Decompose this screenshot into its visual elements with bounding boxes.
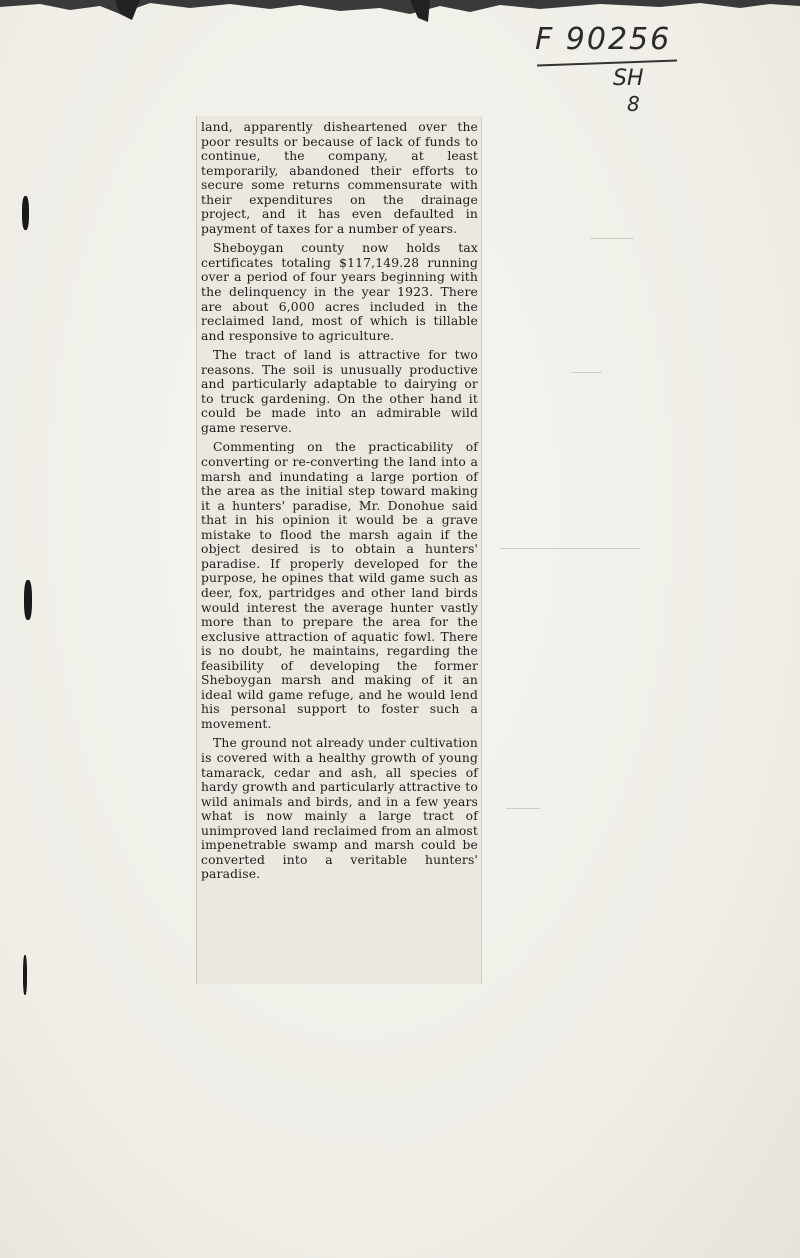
bleed-through-line (500, 548, 640, 549)
archive-page: 8 (627, 92, 640, 116)
article-paragraph: The tract of land is attractive for two reasons. The soil is unusually productive and particularly adaptable to dairying or to truck gardening. On the other hand it could be made into an admirable wild game reserve. (201, 348, 478, 435)
punch-mark-top (22, 196, 29, 230)
archive-number: F 90256 (535, 22, 672, 57)
article-paragraph: The ground not already under cultivation is covered with a healthy growth of young tamarack, cedar and ash, all species of hardy growth and particularly attractive to wild animals and birds, and in a few years what is now mainly a large tract of unimproved land reclaimed from an almost impenetrable swamp and marsh could be converted into a veritable hunters' paradise. (201, 736, 478, 882)
punch-mark-bottom (23, 955, 27, 995)
archive-code: SH (613, 66, 644, 91)
article-paragraph: Sheboygan county now holds tax certificates totaling $117,149.28 running over a period of four years beginning with the delinquency in the year 1923. There are about 6,000 acres included in the reclaimed land, most of which is tillable and responsive to agriculture. (201, 241, 478, 343)
archive-annotation (535, 22, 715, 116)
bleed-through-line (506, 808, 540, 809)
punch-mark-middle (24, 580, 32, 620)
annotation-underline (537, 60, 677, 67)
article-paragraph: Commenting on the practicability of converting or re-converting the land into a marsh and inundating a large portion of the area as the initial step toward making it a hunters' paradise, Mr. Donohue said that in his opinion it would be a grave mistake to flood the marsh again if the object desired is to obtain a hunters' paradise. If properly developed for the purpose, he opines that wild game such as deer, fox, partridges and other land birds would interest the average hunter vastly more than to prepare the area for the exclusive attraction of aquatic fowl. There is no doubt, he maintains, regarding the feasibility of developing the former Sheboygan marsh and making of it an ideal wild game refuge, and he would lend his personal support to foster such a movement. (201, 440, 478, 731)
bleed-through-line (590, 238, 634, 239)
article-paragraph: land, apparently disheartened over the poor results or because of lack of funds to continue, the company, at least temporarily, abandoned their efforts to secure some returns commensurate with their expenditures on the drainage project, and it has even defaulted in payment of taxes for a number of years. (201, 120, 478, 236)
bleed-through-line (572, 372, 602, 373)
newspaper-clipping (196, 116, 482, 984)
